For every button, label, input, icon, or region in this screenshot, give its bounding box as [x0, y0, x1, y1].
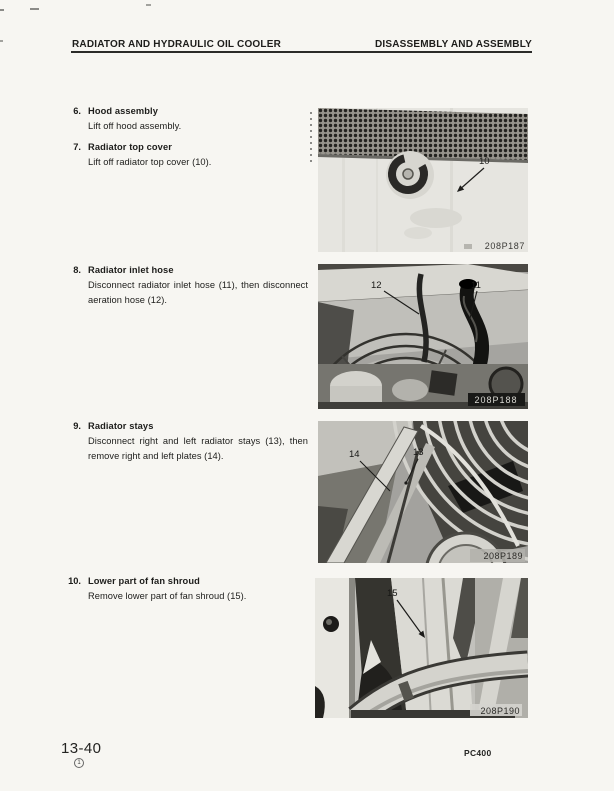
step-number: 10. — [68, 576, 81, 586]
page-number: 13-40 — [61, 740, 102, 757]
callout-11: 11 — [471, 280, 481, 291]
engine-part — [392, 379, 428, 401]
photo-id: 208P187 — [484, 241, 525, 251]
step-body-line: aeration hose (12). — [88, 295, 167, 305]
figure-radiator-inlet-hose — [318, 264, 528, 409]
step-number: 9. — [73, 421, 81, 431]
scan-artifact — [30, 8, 39, 10]
scan-artifact — [310, 112, 312, 162]
step-10-lower-fan-shroud — [68, 574, 308, 604]
model-code: PC400 — [464, 748, 492, 758]
step-title: Radiator top cover — [88, 142, 172, 152]
step-number: 8. — [73, 265, 81, 275]
step-body-line: Lift off radiator top cover (10). — [88, 157, 212, 167]
step-title: Radiator stays — [88, 421, 154, 431]
scan-artifact — [0, 40, 3, 42]
photo-id: 208P189 — [483, 551, 523, 561]
figure-lower-fan-shroud — [315, 578, 528, 718]
scan-artifact — [0, 9, 4, 11]
step-body-line: Remove lower part of fan shroud (15). — [88, 591, 247, 601]
panel-divider — [349, 578, 355, 718]
step-number: 7. — [73, 142, 81, 152]
radiator-cap-center — [403, 169, 413, 179]
header-chapter-title: DISASSEMBLY AND ASSEMBLY — [374, 39, 532, 50]
callout-14: 14 — [349, 449, 360, 460]
header-rule — [71, 51, 532, 53]
photo-speck — [464, 244, 472, 249]
callout-10: 10 — [479, 156, 490, 167]
callout-dot — [404, 481, 407, 484]
callout-12: 12 — [371, 280, 382, 291]
header-section-title: RADIATOR AND HYDRAULIC OIL COOLER — [72, 39, 282, 50]
bolt-highlight — [326, 619, 332, 625]
step-body-line: Disconnect right and left radiator stays (13), then — [88, 436, 308, 446]
callout-15: 15 — [387, 588, 398, 599]
step-body-line: Disconnect radiator inlet hose (11), then disconnect — [88, 280, 308, 290]
step-9-radiator-stays — [73, 419, 308, 464]
step-title: Radiator inlet hose — [88, 265, 174, 275]
figure-radiator-stays — [318, 421, 528, 563]
step-8-radiator-inlet-hose — [73, 263, 308, 308]
step-7-radiator-top-cover — [73, 140, 308, 170]
photo-blob — [404, 227, 432, 239]
step-body-line: Lift off hood assembly. — [88, 121, 182, 131]
engine-part-dark — [429, 370, 458, 395]
step-6-hood-assembly — [73, 104, 308, 134]
step-number: 6. — [73, 106, 81, 116]
edition-mark: 1 — [74, 758, 84, 768]
callout-13: 13 — [413, 447, 424, 458]
step-title: Lower part of fan shroud — [88, 576, 200, 586]
hood-mesh-grille — [318, 108, 528, 160]
photo-id: 208P188 — [474, 395, 518, 405]
scan-artifact — [146, 4, 151, 6]
step-body-line: remove right and left plates (14). — [88, 451, 224, 461]
step-title: Hood assembly — [88, 106, 159, 116]
photo-blob — [410, 208, 462, 228]
figure-radiator-top-cover — [318, 108, 528, 252]
photo-id: 208P190 — [480, 706, 520, 716]
